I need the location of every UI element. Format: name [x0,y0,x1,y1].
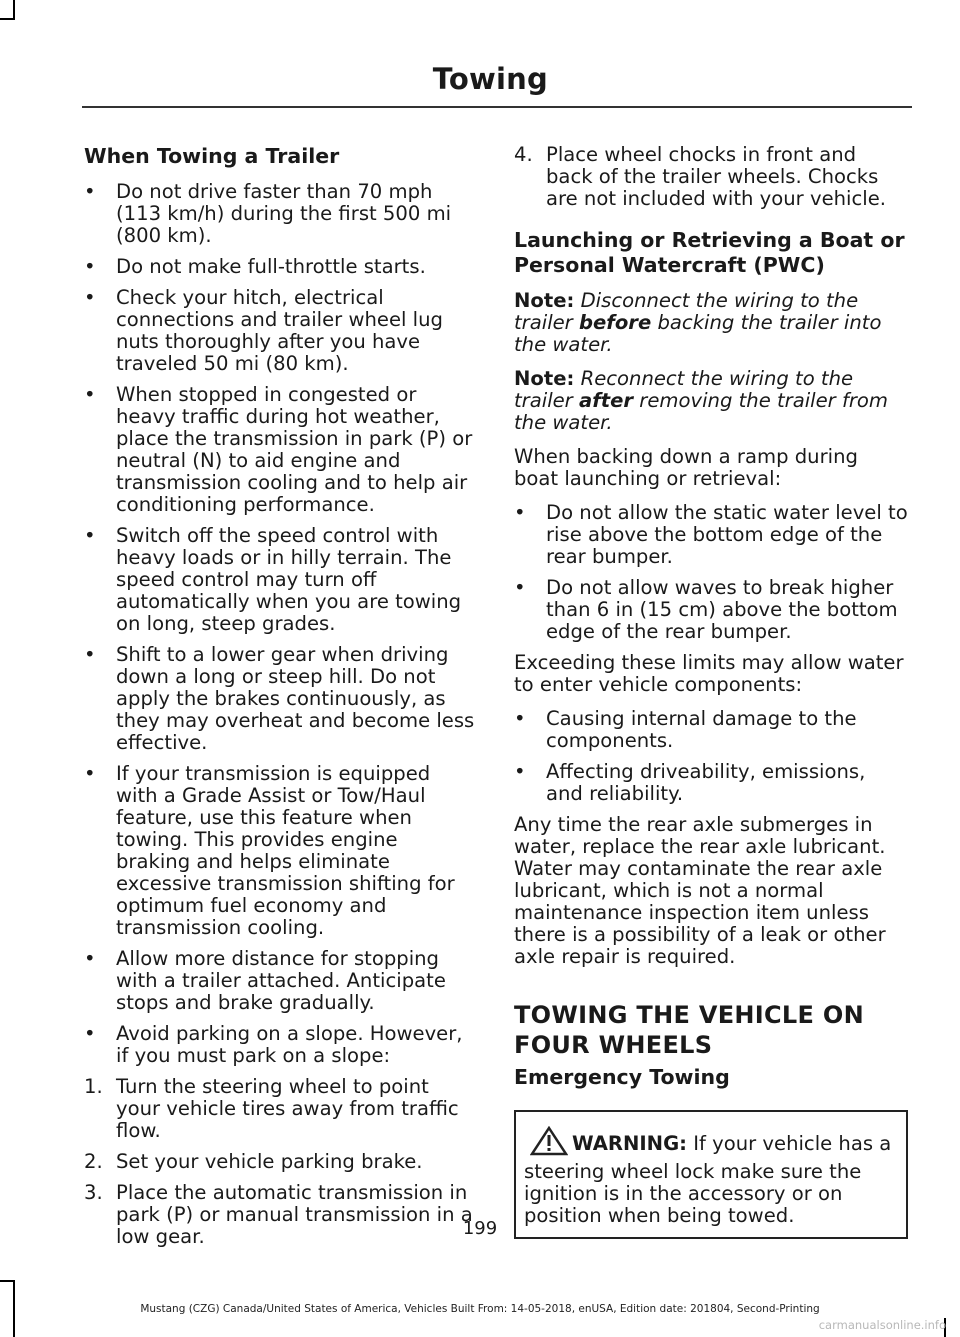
watermark: carmanualsonline.info [818,1318,946,1332]
warning-text: If your vehicle has a steering wheel lock make sure the ignition is in the accessory or on position when being towed. [524,1132,892,1227]
list-item: • Do not allow the static water level to rise above the bottom edge of the rear bumper. [514,501,908,568]
step-item: 4. Place wheel chocks in front and back of the trailer wheels. Chocks are not included with your vehicle. [514,143,886,210]
list-item: • Affecting driveability, emissions, and reliability. [514,760,866,805]
step-item: 2. Set your vehicle parking brake. [84,1150,423,1173]
left-column [84,144,476,1257]
list-item: • Allow more distance for stopping with a trailer attached. Anticipate stops and brake gradually. [84,947,446,1014]
emergency-towing-heading: Emergency Towing [514,1065,730,1089]
step-item: 3. Place the automatic transmission in park (P) or manual transmission in a low gear. [84,1181,473,1248]
component-effect-list [514,708,908,805]
list-item: • Check your hitch, electrical connections and trailer wheel lug nuts thoroughly after you have traveled 50 mi (80 km). [84,286,443,375]
boat-heading: Launching or Retrieving a Boat or Personal Watercraft (PWC) [514,228,905,277]
warning-triangle-icon [530,1126,568,1161]
header-divider [82,106,912,108]
crop-mark [0,1280,15,1282]
trailer-bullet-list [84,181,476,1067]
list-item: • Avoid parking on a slope. However, if you must park on a slope: [84,1022,463,1067]
footer-text: Mustang (CZG) Canada/United States of America, Vehicles Built From: 14-05-2018, enUSA, Edition date: 201804, Second-Printing [140,1303,820,1315]
list-item: • If your transmission is equipped with a Grade Assist or Tow/Haul feature, use this feature when towing. This provides engine braking and helps eliminate excessive transmission shifting for optimum fuel economy and transmission cooling. [84,762,455,939]
warning-label: WARNING: [572,1132,687,1155]
note-disconnect: Note: Disconnect the wiring to the trailer before backing the trailer into the water. [514,289,882,356]
axle-paragraph: Any time the rear axle submerges in water, replace the rear axle lubricant. Water may contaminate the rear axle lubricant, which is not a normal maintenance inspection item unless there is a possibility of a leak or other axle repair is required. [514,813,886,968]
list-item: • Do not make full-throttle starts. [84,255,426,278]
list-item: • Shift to a lower gear when driving down a long or steep hill. Do not apply the brakes continuously, as they may overheat and become less effective. [84,643,475,754]
list-item: • Do not allow waves to break higher than 6 in (15 cm) above the bottom edge of the rear bumper. [514,576,898,643]
crop-mark [13,0,15,20]
note-reconnect: Note: Reconnect the wiring to the trailer after removing the trailer from the water. [514,367,888,434]
right-column [514,144,908,1239]
ramp-intro: When backing down a ramp during boat launching or retrieval: [514,445,858,490]
list-item: • Do not drive faster than 70 mph (113 km/h) during the first 500 mi (800 km). [84,180,452,247]
trailer-heading: When Towing a Trailer [84,144,340,168]
exceed-text: Exceeding these limits may allow water to enter vehicle components: [514,651,904,696]
list-item: • Causing internal damage to the components. [514,707,857,752]
page-header-title: Towing [432,62,548,96]
page-number: 199 [462,1218,498,1239]
water-limit-list [514,502,908,643]
list-item: • When stopped in congested or heavy traffic during hot weather, place the transmission in park (P) or neutral (N) to aid engine and transmission cooling and to help air conditioning performance. [84,383,473,516]
parking-steps-continued [514,144,908,210]
list-item: • Switch off the speed control with heavy loads or in hilly terrain. The speed control may turn off automatically when you are towing on long, steep grades. [84,524,462,635]
crop-mark [0,18,15,20]
step-item: 1. Turn the steering wheel to point your vehicle tires away from traffic flow. [84,1075,459,1142]
section-title: TOWING THE VEHICLE ON FOUR WHEELS [514,1001,864,1059]
